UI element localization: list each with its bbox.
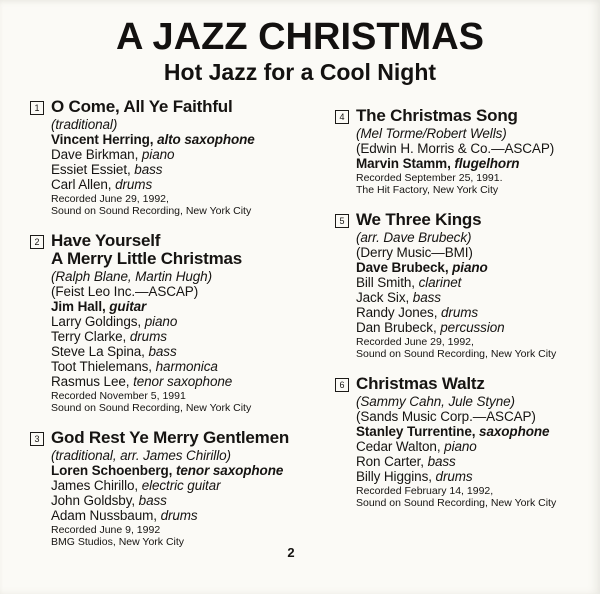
personnel-line bbox=[51, 463, 335, 478]
publisher-line: (Derry Music—BMI) bbox=[356, 245, 473, 260]
track-item bbox=[335, 211, 592, 360]
musician-name: Vincent Herring, bbox=[51, 132, 154, 147]
instrument: piano bbox=[444, 439, 477, 454]
instrument: piano bbox=[144, 314, 178, 329]
publisher-line: (Feist Leo Inc.—ASCAP) bbox=[51, 284, 199, 299]
personnel-line bbox=[51, 508, 335, 523]
track-number: 1 bbox=[34, 102, 40, 113]
musician-name: Steve La Spina, bbox=[51, 344, 145, 359]
musician-name: Rasmus Lee, bbox=[51, 374, 130, 389]
recording-line: The Hit Factory, New York City bbox=[356, 183, 499, 196]
column-left bbox=[30, 98, 335, 563]
personnel-line bbox=[51, 162, 335, 177]
musician-name: Adam Nussbaum, bbox=[51, 508, 157, 523]
personnel-line bbox=[356, 275, 592, 290]
track-number: 2 bbox=[34, 236, 40, 247]
recording-line: Recorded September 25, 1991. bbox=[356, 172, 503, 184]
musician-name: Cedar Walton, bbox=[356, 439, 441, 454]
track-body bbox=[356, 211, 592, 360]
recording-line: Recorded February 14, 1992, bbox=[356, 485, 494, 497]
instrument: bass bbox=[134, 162, 163, 177]
track-title-line: God Rest Ye Merry Gentlemen bbox=[51, 428, 290, 447]
instrument: alto saxophone bbox=[157, 132, 255, 147]
personnel-line bbox=[356, 156, 592, 171]
musician-name: Dan Brubeck, bbox=[356, 320, 437, 335]
track-title bbox=[356, 375, 592, 393]
track-number: 3 bbox=[34, 433, 40, 444]
track-item bbox=[30, 98, 335, 217]
track-title bbox=[356, 107, 592, 125]
personnel-line bbox=[356, 290, 592, 305]
personnel-line bbox=[51, 359, 335, 374]
track-number-box bbox=[335, 378, 349, 392]
personnel-line bbox=[356, 320, 592, 335]
instrument: piano bbox=[452, 260, 488, 275]
publisher-line: (Sands Music Corp.—ASCAP) bbox=[356, 409, 536, 424]
track-number: 6 bbox=[339, 379, 345, 390]
instrument: drums bbox=[129, 329, 167, 344]
recording-line: Sound on Sound Recording, New York City bbox=[51, 204, 252, 217]
track-title-line: O Come, All Ye Faithful bbox=[51, 97, 233, 116]
musician-name: Bill Smith, bbox=[356, 275, 415, 290]
instrument: clarinet bbox=[418, 275, 462, 290]
musician-name: Marvin Stamm, bbox=[356, 156, 451, 171]
instrument: saxophone bbox=[479, 424, 550, 439]
recording-block bbox=[356, 173, 592, 196]
personnel-line bbox=[356, 424, 592, 439]
personnel-line bbox=[356, 260, 592, 275]
musician-name: Loren Schoenberg, bbox=[51, 463, 173, 478]
personnel-line bbox=[51, 493, 335, 508]
instrument: drums bbox=[435, 469, 473, 484]
recording-line: BMG Studios, New York City bbox=[51, 535, 185, 548]
composer-line: (Ralph Blane, Martin Hugh) bbox=[51, 269, 212, 284]
track-item bbox=[335, 107, 592, 196]
musician-name: Stanley Turrentine, bbox=[356, 424, 476, 439]
personnel-line bbox=[356, 439, 592, 454]
instrument: electric guitar bbox=[141, 478, 221, 493]
instrument: bass bbox=[412, 290, 441, 305]
track-title-line: A Merry Little Christmas bbox=[51, 249, 243, 268]
personnel-line bbox=[356, 454, 592, 469]
musician-name: Jim Hall, bbox=[51, 299, 106, 314]
recording-line: Sound on Sound Recording, New York City bbox=[356, 347, 557, 360]
recording-block bbox=[356, 337, 592, 360]
musician-name: Dave Brubeck, bbox=[356, 260, 449, 275]
album-title: A JAZZ CHRISTMAS bbox=[115, 16, 485, 58]
personnel-line bbox=[51, 177, 335, 192]
page-number: 2 bbox=[287, 545, 295, 560]
track-body bbox=[51, 98, 335, 217]
track-number-box bbox=[30, 235, 44, 249]
album-subtitle: Hot Jazz for a Cool Night bbox=[163, 59, 437, 85]
personnel-line bbox=[51, 344, 335, 359]
track-title bbox=[51, 429, 335, 447]
track-number-box bbox=[335, 110, 349, 124]
recording-block bbox=[51, 391, 335, 414]
instrument: harmonica bbox=[155, 359, 218, 374]
personnel-line bbox=[356, 305, 592, 320]
track-number: 5 bbox=[339, 215, 345, 226]
track-item bbox=[335, 375, 592, 509]
musician-name: Larry Goldings, bbox=[51, 314, 142, 329]
recording-line: Recorded November 5, 1991 bbox=[51, 390, 186, 402]
recording-line: Sound on Sound Recording, New York City bbox=[356, 496, 557, 509]
publisher-line: (Edwin H. Morris & Co.—ASCAP) bbox=[356, 141, 555, 156]
personnel-line bbox=[51, 132, 335, 147]
musician-name: Terry Clarke, bbox=[51, 329, 127, 344]
personnel-line bbox=[51, 329, 335, 344]
track-title-line: We Three Kings bbox=[356, 210, 482, 229]
personnel-line bbox=[51, 314, 335, 329]
recording-block bbox=[356, 486, 592, 509]
instrument: percussion bbox=[440, 320, 505, 335]
recording-block bbox=[51, 194, 335, 217]
track-title bbox=[51, 232, 335, 268]
musician-name: Carl Allen, bbox=[51, 177, 112, 192]
track-title-line: The Christmas Song bbox=[356, 106, 518, 125]
track-body bbox=[356, 375, 592, 509]
track-item bbox=[30, 429, 335, 548]
musician-name: Jack Six, bbox=[356, 290, 410, 305]
personnel-line bbox=[51, 478, 335, 493]
track-title bbox=[51, 98, 335, 116]
recording-line: Recorded June 29, 1992, bbox=[356, 336, 474, 348]
musician-name: Randy Jones, bbox=[356, 305, 438, 320]
instrument: drums bbox=[115, 177, 153, 192]
track-number: 4 bbox=[339, 111, 345, 122]
page-header bbox=[0, 0, 600, 85]
personnel-line bbox=[51, 299, 335, 314]
composer-line: (traditional, arr. James Chirillo) bbox=[51, 448, 231, 463]
track-body bbox=[51, 429, 335, 548]
instrument: tenor saxophone bbox=[133, 374, 233, 389]
track-number-box bbox=[30, 432, 44, 446]
musician-name: John Goldsby, bbox=[51, 493, 135, 508]
instrument: flugelhorn bbox=[454, 156, 520, 171]
recording-line: Recorded June 29, 1992, bbox=[51, 193, 169, 205]
personnel-line bbox=[51, 374, 335, 389]
personnel-line bbox=[51, 147, 335, 162]
column-right bbox=[335, 98, 592, 563]
personnel-line bbox=[356, 469, 592, 484]
instrument: drums bbox=[160, 508, 198, 523]
track-number-box bbox=[30, 101, 44, 115]
track-number-box bbox=[335, 214, 349, 228]
recording-line: Recorded June 9, 1992 bbox=[51, 524, 161, 536]
composer-line: (Mel Torme/Robert Wells) bbox=[356, 126, 507, 141]
instrument: guitar bbox=[109, 299, 147, 314]
musician-name: Toot Thielemans, bbox=[51, 359, 152, 374]
track-columns bbox=[0, 98, 600, 563]
instrument: bass bbox=[148, 344, 177, 359]
instrument: piano bbox=[141, 147, 175, 162]
musician-name: Dave Birkman, bbox=[51, 147, 139, 162]
track-title-line: Have Yourself bbox=[51, 231, 161, 250]
musician-name: Billy Higgins, bbox=[356, 469, 432, 484]
composer-line: (Sammy Cahn, Jule Styne) bbox=[356, 394, 515, 409]
track-body bbox=[51, 232, 335, 414]
instrument: tenor saxophone bbox=[175, 463, 284, 478]
track-title bbox=[356, 211, 592, 229]
instrument: bass bbox=[138, 493, 167, 508]
recording-line: Sound on Sound Recording, New York City bbox=[51, 401, 252, 414]
instrument: drums bbox=[441, 305, 479, 320]
musician-name: James Chirillo, bbox=[51, 478, 139, 493]
instrument: bass bbox=[427, 454, 456, 469]
composer-line: (traditional) bbox=[51, 117, 118, 132]
musician-name: Essiet Essiet, bbox=[51, 162, 131, 177]
track-item bbox=[30, 232, 335, 414]
track-body bbox=[356, 107, 592, 196]
composer-line: (arr. Dave Brubeck) bbox=[356, 230, 472, 245]
track-title-line: Christmas Waltz bbox=[356, 374, 485, 393]
musician-name: Ron Carter, bbox=[356, 454, 424, 469]
